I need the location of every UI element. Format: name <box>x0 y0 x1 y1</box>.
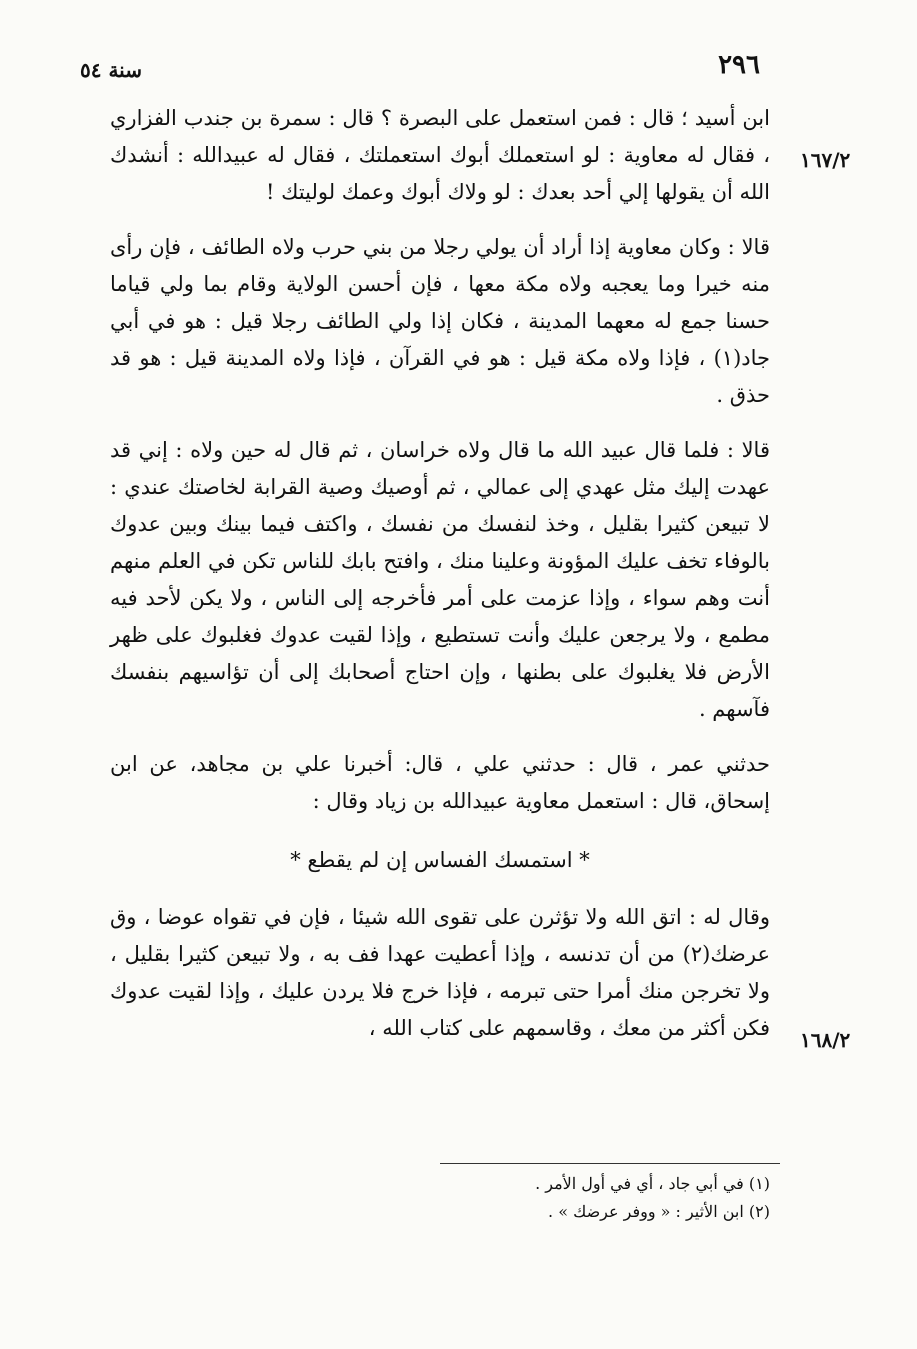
paragraph-1: ابن أسيد ؛ قال : فمن استعمل على البصرة ؟ قال : سمرة بن جندب الفزاري ، فقال له معاوية : لو استعملك أبوك استعملتك ، فقال له عبيدالله : أنشدك الله أن يقولها إلي أحد بعدك : لو ولاك أبوك وعمك لوليتك ! <box>110 106 770 204</box>
paragraph-2: قالا : وكان معاوية إذا أراد أن يولي رجلا من بني حرب ولاه الطائف ، فإن رأى منه خيرا وما يعجبه ولاه مكة معها ، فإن أحسن الولاية وقام بما ولي قياما حسنا جمع له معهما المدينة ، فكان إذا ولي الطائف رجلا قيل : هو في أبي جاد(١) ، فإذا ولاه مكة قيل : هو في القرآن ، فإذا ولاه المدينة قيل : هو قد حذق . <box>110 235 770 407</box>
margin-reference-1: ١٦٧/٢ <box>800 148 851 172</box>
body-text <box>110 100 770 1065</box>
paragraph-3: قالا : فلما قال عبيد الله ما قال ولاه خراسان ، ثم قال له حين ولاه : إني قد عهدت إليك مثل عهدي إلى عمالي ، ثم أوصيك وصية القرابة لخاصتك عندي : لا تبيعن كثيرا بقليل ، وخذ لنفسك من نفسك ، واكتف فيما بينك وبين عدوك بالوفاء تخف عليك المؤونة وعلينا منك ، وافتح بابك للناس تكن في العلم منهم أنت وهم سواء ، وإذا عزمت على أمر فأخرجه إلى الناس ، ولا يكن لأحد فيه مطمع ، ولا يرجعن عليك وأنت تستطيع ، وإذا لقيت عدوك فغلبوك على ظهر الأرض فلا يغلبوك على بطنها ، وإن احتاج أصحابك إلى أن تؤاسيهم بنفسك فآسهم . <box>110 438 770 721</box>
footnote-2: (٢) ابن الأثير : « ووفر عرضك » . <box>548 1202 770 1221</box>
year-label: سنة ٥٤ <box>80 58 142 82</box>
page-header <box>80 50 760 90</box>
margin-reference-2: ١٦٨/٢ <box>800 1028 851 1052</box>
paragraph-5: وقال له : اتق الله ولا تؤثرن على تقوى الله شيئا ، فإن في تقواه عوضا ، وق عرضك(٢) من أن تدنسه ، وإذا أعطيت عهدا فف به ، ولا تبيعن كثيرا بقليل ، ولا تخرجن منك أمرا حتى تبرمه ، فإذا خرج فلا يردن عليك ، وإذا لقيت عدوك فكن أكثر من معك ، وقاسمهم على كتاب الله ، <box>110 905 770 1040</box>
footnote-divider <box>440 1163 780 1164</box>
paragraph-4: حدثني عمر ، قال : حدثني علي ، قال: أخبرنا علي بن مجاهد، عن ابن إسحاق، قال : استعمل معاوية عبيدالله بن زياد وقال : <box>110 752 770 813</box>
verse-line: * استمسك الفساس إن لم يقطع * <box>290 848 590 872</box>
footnote-1: (١) في أبي جاد ، أي في أول الأمر . <box>535 1174 770 1193</box>
page-number: ٢٩٦ <box>718 50 760 80</box>
footnotes <box>300 1170 770 1226</box>
